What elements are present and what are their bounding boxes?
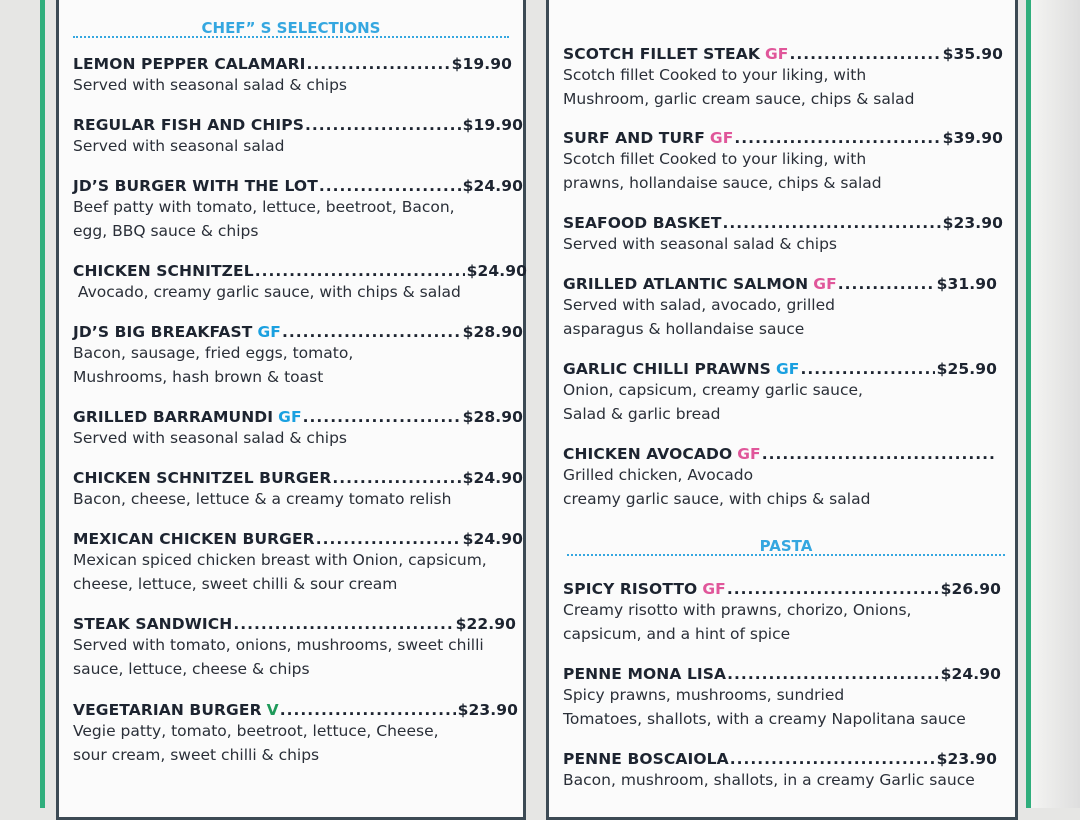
item-price: $24.90 <box>940 665 1001 683</box>
item-name: CHICKEN SCHNITZEL BURGER <box>73 469 332 487</box>
item-description: Beef patty with tomato, lettuce, beetroot, Bacon, <box>73 198 455 216</box>
item-name: GRILLED BARRAMUNDI <box>73 408 274 426</box>
item-description: Bacon, cheese, lettuce & a creamy tomato relish <box>73 490 452 508</box>
menu-item <box>563 45 1003 111</box>
item-price: $28.90 <box>462 323 523 341</box>
item-description: cheese, lettuce, sweet chilli & sour cream <box>73 575 398 593</box>
item-price: $39.90 <box>942 129 1003 147</box>
item-price: $24.90 <box>462 530 523 548</box>
item-name: PENNE BOSCAIOLA <box>563 750 729 768</box>
menu-item <box>563 665 1001 731</box>
item-name: MEXICAN CHICKEN BURGER <box>73 530 315 548</box>
item-description: capsicum, and a hint of spice <box>563 625 791 643</box>
menu-item <box>73 530 523 596</box>
menu-item <box>73 701 518 767</box>
menu-item <box>73 55 512 97</box>
item-description: Served with salad, avocado, grilled <box>563 296 835 314</box>
chefs-selections-heading: CHEF” S SELECTIONS <box>73 14 509 38</box>
menu-item <box>563 445 999 511</box>
item-description: Served with tomato, onions, mushrooms, sweet chilli <box>73 636 484 654</box>
item-name: JD’S BIG BREAKFAST <box>73 323 253 341</box>
item-price: $19.90 <box>462 116 523 134</box>
gluten-free-tag: GF <box>764 45 789 63</box>
item-price: $24.90 <box>466 262 527 280</box>
item-price: $24.90 <box>462 177 523 195</box>
item-description: Creamy risotto with prawns, chorizo, Onions, <box>563 601 912 619</box>
item-description: Mexican spiced chicken breast with Onion, capsicum, <box>73 551 487 569</box>
item-price: $23.90 <box>942 214 1003 232</box>
item-price: $24.90 <box>462 469 523 487</box>
item-description: Scotch fillet Cooked to your liking, with <box>563 150 867 168</box>
item-name: VEGETARIAN BURGER <box>73 701 262 719</box>
gluten-free-tag: GF <box>813 275 837 293</box>
item-price: $31.90 <box>936 275 997 293</box>
background-edge <box>1031 0 1080 808</box>
gluten-free-tag: GF <box>702 580 726 598</box>
item-name: SCOTCH FILLET STEAK <box>563 45 760 63</box>
item-description: Avocado, creamy garlic sauce, with chips & salad <box>73 283 461 301</box>
menu-item <box>563 360 997 426</box>
gluten-free-tag: GF <box>257 323 281 341</box>
menu-item <box>73 615 516 681</box>
item-name: STEAK SANDWICH <box>73 615 233 633</box>
menu-item <box>563 580 1001 646</box>
item-name: GRILLED ATLANTIC SALMON <box>563 275 809 293</box>
menu-item <box>73 177 523 243</box>
item-name: LEMON PEPPER CALAMARI <box>73 55 306 73</box>
item-description: Bacon, sausage, fried eggs, tomato, <box>73 344 354 362</box>
item-name: SURF AND TURF <box>563 129 705 147</box>
item-description: sour cream, sweet chilli & chips <box>73 746 320 764</box>
item-name: GARLIC CHILLI PRAWNS <box>563 360 771 378</box>
item-name: SPICY RISOTTO <box>563 580 698 598</box>
item-description: Bacon, mushroom, shallots, in a creamy Garlic sauce <box>563 771 975 789</box>
item-price: $19.90 <box>451 55 512 73</box>
item-description: Spicy prawns, mushrooms, sundried <box>563 686 845 704</box>
item-description: Served with seasonal salad & chips <box>73 429 347 447</box>
item-description: Grilled chicken, Avocado <box>563 466 754 484</box>
item-description: Scotch fillet Cooked to your liking, with <box>563 66 867 84</box>
item-description: prawns, hollandaise sauce, chips & salad <box>563 174 882 192</box>
item-description: Onion, capsicum, creamy garlic sauce, <box>563 381 863 399</box>
item-price: $23.90 <box>457 701 518 719</box>
menu-item <box>73 323 523 389</box>
item-description: Mushroom, garlic cream sauce, chips & salad <box>563 90 915 108</box>
menu-item <box>73 408 523 450</box>
item-description: asparagus & hollandaise sauce <box>563 320 805 338</box>
item-description: Served with seasonal salad & chips <box>73 76 347 94</box>
menu-item <box>73 116 523 158</box>
gluten-free-tag: GF <box>775 360 800 378</box>
menu-item <box>73 262 527 304</box>
menu-item <box>563 129 1003 195</box>
pasta-heading: PASTA <box>567 532 1005 556</box>
menu-item <box>73 469 523 511</box>
menu-item <box>563 750 997 792</box>
item-price: $35.90 <box>942 45 1003 63</box>
right-menu-column <box>546 0 1018 820</box>
menu-item <box>563 214 1003 256</box>
menu-item <box>563 275 997 341</box>
item-description: sauce, lettuce, cheese & chips <box>73 660 310 678</box>
left-menu-column <box>56 0 526 820</box>
gluten-free-tag: GF <box>278 408 302 426</box>
item-name: PENNE MONA LISA <box>563 665 727 683</box>
item-price: $25.90 <box>936 360 997 378</box>
item-description: Tomatoes, shallots, with a creamy Napolitana sauce <box>563 710 966 728</box>
item-name: CHICKEN AVOCADO <box>563 445 733 463</box>
item-price: $28.90 <box>462 408 523 426</box>
item-price: $22.90 <box>455 615 516 633</box>
menu-frame-left <box>40 0 45 808</box>
item-description: Served with seasonal salad <box>73 137 285 155</box>
vegetarian-tag: V <box>266 701 279 719</box>
item-price: $23.90 <box>936 750 997 768</box>
gluten-free-tag: GF <box>737 445 761 463</box>
item-price: $26.90 <box>940 580 1001 598</box>
item-description: Served with seasonal salad & chips <box>563 235 837 253</box>
item-name: SEAFOOD BASKET <box>563 214 722 232</box>
item-description: Vegie patty, tomato, beetroot, lettuce, Cheese, <box>73 722 439 740</box>
item-description: Mushrooms, hash brown & toast <box>73 368 324 386</box>
item-name: REGULAR FISH AND CHIPS <box>73 116 304 134</box>
item-name: CHICKEN SCHNITZEL <box>73 262 254 280</box>
item-description: creamy garlic sauce, with chips & salad <box>563 490 871 508</box>
item-description: egg, BBQ sauce & chips <box>73 222 259 240</box>
gluten-free-tag: GF <box>709 129 734 147</box>
item-description: Salad & garlic bread <box>563 405 721 423</box>
item-name: JD’S BURGER WITH THE LOT <box>73 177 318 195</box>
